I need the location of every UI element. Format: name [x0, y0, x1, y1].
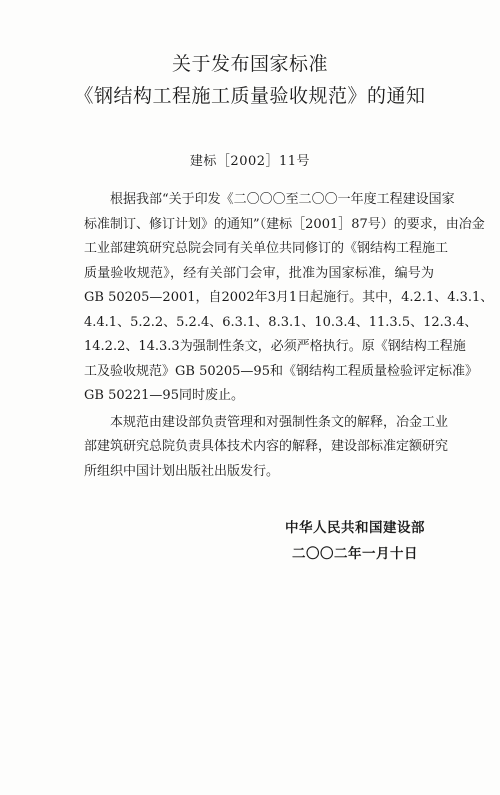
paragraph-line: 标准制订、修订计划》的通知”（建标［2001］87号）的要求，由冶金: [84, 216, 485, 232]
paragraph-line: GB 50205—2001，自2002年3月1日起施行。其中，4.2.1、4.3.1、: [84, 290, 494, 305]
signature-block: [270, 515, 440, 567]
notice-body: [84, 188, 494, 484]
paragraph-line: 所组织中国计划出版社出版发行。: [84, 463, 280, 479]
paragraph-line: 14.2.2、14.3.3为强制性条文，必须严格执行。原《钢结构工程施: [84, 339, 466, 354]
paragraph-line: GB 50221—95同时废止。: [84, 388, 244, 403]
document-title: [0, 48, 500, 112]
issue-date: 二〇〇二年一月十日: [292, 546, 418, 562]
paragraph-line: 4.4.1、5.2.2、5.2.4、6.3.1、8.3.1、10.3.4、11.3.5、12.3.4、: [84, 314, 478, 330]
title-line-2: 《钢结构工程施工质量验收规范》的通知: [74, 85, 426, 107]
paragraph-line: 质量验收规范》，经有关部门会审，批准为国家标准，编号为: [84, 265, 434, 281]
title-line-1: 关于发布国家标准: [171, 53, 328, 75]
paragraph-line: 部建筑研究总院负责具体技术内容的解释，建设部标准定额研究: [84, 439, 449, 454]
issuing-organization: 中华人民共和国建设部: [285, 520, 425, 536]
paragraph-line: 工业部建筑研究总院会同有关单位共同修订的《钢结构工程施工: [84, 241, 449, 256]
paragraph-2: [84, 411, 449, 485]
paragraph-1: [84, 188, 494, 409]
paragraph-line: 工及验收规范》GB 50205—95和《钢结构工程质量检验评定标准》: [84, 363, 478, 379]
paragraph-line: 本规范由建设部负责管理和对强制性条文的解释，冶金工业: [110, 414, 449, 430]
document-number: 建标［2002］11号: [189, 154, 311, 169]
paragraph-line: 根据我部“关于印发《二〇〇〇至二〇〇一年度工程建设国家: [110, 192, 455, 207]
